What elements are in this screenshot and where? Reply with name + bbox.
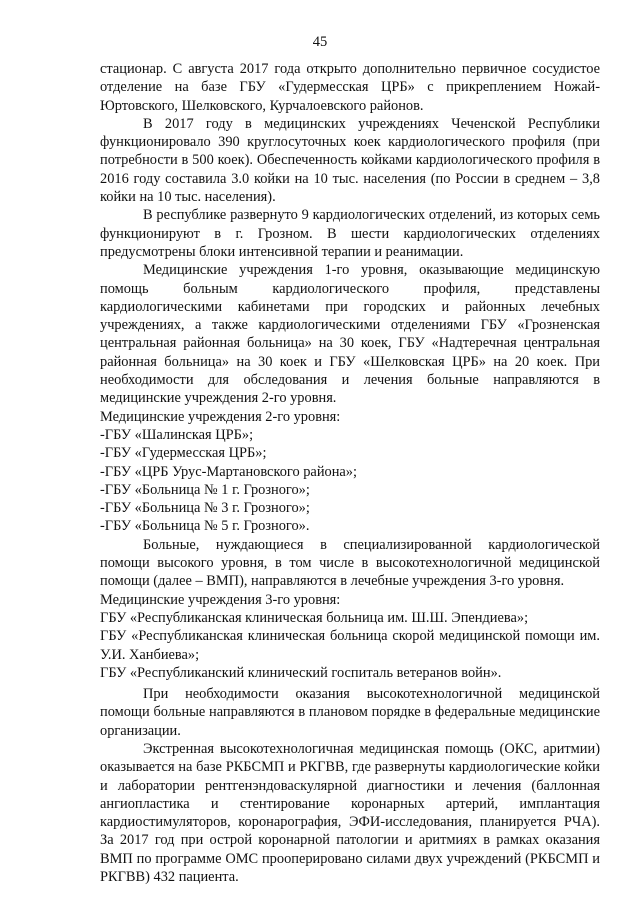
paragraph-level-1: Медицинские учреждения 1-го уровня, оказывающие медицинскую помощь больным кардиологического профиля, представлены кардиологическими кабинетами при городских и районных лечебных учреждениях, а также кардиологическими отделениями ГБУ «Грозненская центральная районная больница» на 30 коек, ГБУ «Надтеречная центральная районная больница» на 30 коек и ГБУ «Шелковская ЦРБ» на 20 коек. При необходимости для обследования и лечения больные направляются в медицинские учреждения 2-го уровня.	[100, 262, 600, 407]
list-item: -ГБУ «Больница № 3 г. Грозного»;	[100, 500, 310, 517]
paragraph-continuation: стационар. С августа 2017 года открыто дополнительно первичное сосудистое отделение на базе ГБУ «Гудермесская ЦРБ» с прикреплением Ножай-Юртовского, Шелковского, Курчалоевского районов.	[100, 61, 600, 114]
paragraph-federal-referral: При необходимости оказания высокотехнологичной медицинской помощи больные направляются в плановом порядке в федеральные медицинские организации.	[100, 686, 600, 739]
list-item: -ГБУ «Шалинская ЦРБ»;	[100, 426, 254, 443]
list-item: -ГБУ «Больница № 5 г. Грозного».	[100, 518, 310, 535]
list-item: -ГБУ «ЦРБ Урус-Мартановского района»;	[100, 463, 357, 480]
page-number: 45	[312, 34, 328, 50]
level-2-heading: Медицинские учреждения 2-го уровня:	[100, 408, 341, 425]
paragraph-beds-statistics: В 2017 году в медицинских учреждениях Чеченской Республики функционировало 390 круглосуточных коек кардиологического профиля (при потребности в 500 коек). Обеспеченность койками кардиологического профиля в 2016 году составила 3.0 койки на 10 тыс. населения (по России в среднем – 3,8 койки на 10 тыс. населения).	[100, 115, 600, 206]
paragraph-level-3-intro: Больные, нуждающиеся в специализированной кардиологической помощи высокого уровня, в том числе в высокотехнологичной медицинской помощи (далее – ВМП), направляются в лечебные учреждения 3-го уровня.	[100, 536, 600, 590]
paragraph-departments: В республике развернуто 9 кардиологических отделений, из которых семь функционируют в г. Грозном. В шести кардиологических отделениях предусмотрены блоки интенсивной терапии и реанимации.	[100, 207, 600, 260]
list-item: -ГБУ «Гудермесская ЦРБ»;	[100, 445, 267, 462]
list-item: -ГБУ «Больница № 1 г. Грозного»;	[100, 481, 310, 498]
list-item: ГБУ «Республиканский клинический госпиталь ветеранов войн».	[100, 664, 502, 681]
document-body	[100, 60, 600, 886]
paragraph-emergency-care: Экстренная высокотехнологичная медицинская помощь (ОКС, аритмии) оказывается на базе РКБСМП и РКГВВ, где развернуты кардиологические койки и лаборатории рентгенэндоваскулярной диагностики и лечения (баллонная ангиопластика и стентирование коронарных артерий, имплантация кардиостимуляторов, коронарография, ЭФИ-исследования, планируется РЧА). За 2017 год при острой коронарной патологии и аритмиях в рамках оказания ВМП по программе ОМС прооперировано силами двух учреждений (РКБСМП и РКГВВ) 432 пациента.	[100, 740, 600, 886]
list-item: ГБУ «Республиканская клиническая больница скорой медицинской помощи им. У.И. Ханбиева»;	[100, 628, 600, 663]
level-3-heading: Медицинские учреждения 3-го уровня:	[100, 591, 341, 608]
list-item: ГБУ «Республиканская клиническая больница им. Ш.Ш. Эпендиева»;	[100, 609, 529, 626]
